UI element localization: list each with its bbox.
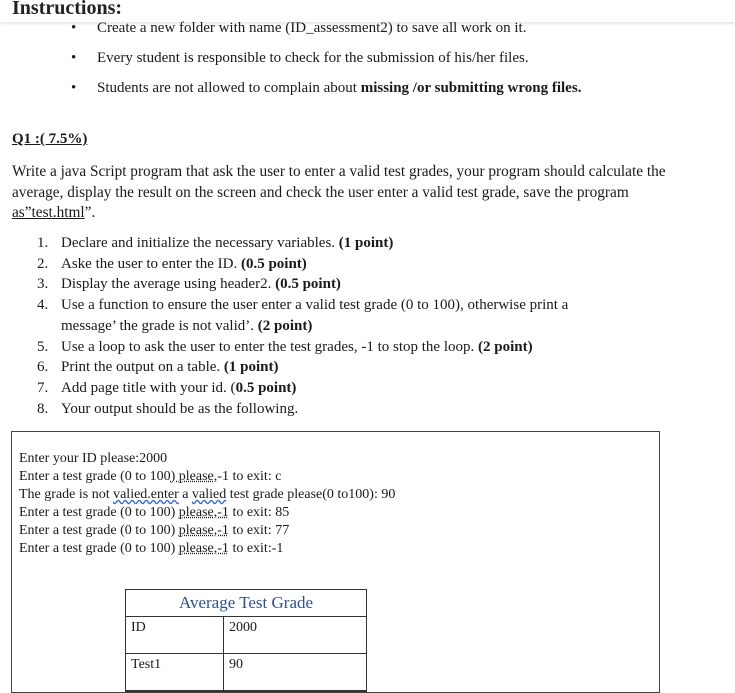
task-text: Print the output on a table. (1 point) bbox=[61, 359, 279, 375]
table-title: Average Test Grade bbox=[126, 590, 366, 617]
task-text: Add page title with your id. (0.5 point) bbox=[61, 380, 297, 396]
sample-output-box bbox=[11, 431, 660, 693]
output-line: Enter your ID please:2000 bbox=[19, 451, 168, 466]
task-number: 1. bbox=[37, 235, 49, 251]
task-item bbox=[37, 276, 341, 293]
table-row bbox=[126, 654, 366, 691]
task-number: 2. bbox=[37, 256, 49, 272]
output-line: Enter a test grade (0 to 100) please,-1 to exit: 77 bbox=[19, 523, 290, 538]
instruction-bullet bbox=[71, 80, 581, 97]
task-text: Use a function to ensure the user enter a valid test grade (0 to 100), otherwise print a bbox=[61, 297, 569, 313]
task-item-continuation: message’ the grade is not valid’. (2 point) bbox=[61, 318, 313, 334]
task-item bbox=[37, 297, 568, 314]
task-text: Aske the user to enter the ID. (0.5 point) bbox=[61, 256, 307, 272]
instruction-text: Create a new folder with name (ID_assessment2) to save all work on it. bbox=[97, 20, 527, 36]
task-number: 4. bbox=[37, 297, 49, 313]
table-cell-value: 90 bbox=[229, 657, 243, 672]
task-text: Display the average using header2. (0.5 point) bbox=[61, 276, 341, 292]
table-row bbox=[126, 617, 366, 654]
question-description bbox=[12, 162, 672, 224]
table-cell-label: ID bbox=[126, 617, 224, 653]
instruction-bullet bbox=[71, 50, 529, 67]
task-item bbox=[37, 339, 533, 356]
output-line: The grade is not valied.enter a valied test grade please(0 to100): 90 bbox=[19, 487, 396, 502]
bullet-icon: • bbox=[71, 50, 77, 66]
task-item bbox=[37, 256, 307, 273]
task-item bbox=[37, 380, 296, 397]
question-description-text: Write a java Script program that ask the user to enter a valid test grades, your program should calculate the average, display the result on the screen and check the user enter a valid test grade, save the program bbox=[12, 163, 666, 201]
instruction-text: Every student is responsible to check for the submission of his/her files. bbox=[97, 50, 529, 66]
instruction-text: Students are not allowed to complain about bbox=[97, 80, 361, 96]
bullet-icon: • bbox=[71, 20, 77, 36]
table-cell-label: Test1 bbox=[126, 654, 224, 690]
question-description-end: ”. bbox=[84, 204, 96, 222]
task-number: 8. bbox=[37, 401, 49, 417]
question-title: Q1 :( 7.5%) bbox=[12, 131, 88, 147]
output-line: Enter a test grade (0 to 100) please,-1 to exit: 85 bbox=[19, 505, 290, 520]
task-number: 3. bbox=[37, 276, 49, 292]
average-grade-table bbox=[125, 589, 367, 692]
table-cell-value: 2000 bbox=[229, 620, 257, 635]
task-number: 7. bbox=[37, 380, 49, 396]
task-item bbox=[37, 235, 393, 252]
instruction-period: . bbox=[577, 80, 582, 96]
instructions-heading: Instructions: bbox=[12, 0, 123, 19]
filename-reference: as”test.html bbox=[12, 204, 85, 222]
bullet-icon: • bbox=[71, 80, 77, 96]
task-number: 5. bbox=[37, 339, 49, 355]
task-item bbox=[37, 401, 298, 418]
output-line: Enter a test grade (0 to 100) please,-1 to exit:-1 bbox=[19, 541, 284, 556]
instruction-emphasis: missing /or submitting wrong files bbox=[360, 80, 578, 96]
task-text: Your output should be as the following. bbox=[61, 401, 299, 417]
task-text: Declare and initialize the necessary variables. (1 point) bbox=[61, 235, 394, 251]
task-item bbox=[37, 359, 278, 376]
instruction-bullet bbox=[71, 20, 526, 37]
task-text: Use a loop to ask the user to enter the test grades, -1 to stop the loop. (2 point) bbox=[61, 339, 533, 355]
output-line: Enter a test grade (0 to 100) please,-1 to exit: c bbox=[19, 469, 282, 484]
task-number: 6. bbox=[37, 359, 49, 375]
